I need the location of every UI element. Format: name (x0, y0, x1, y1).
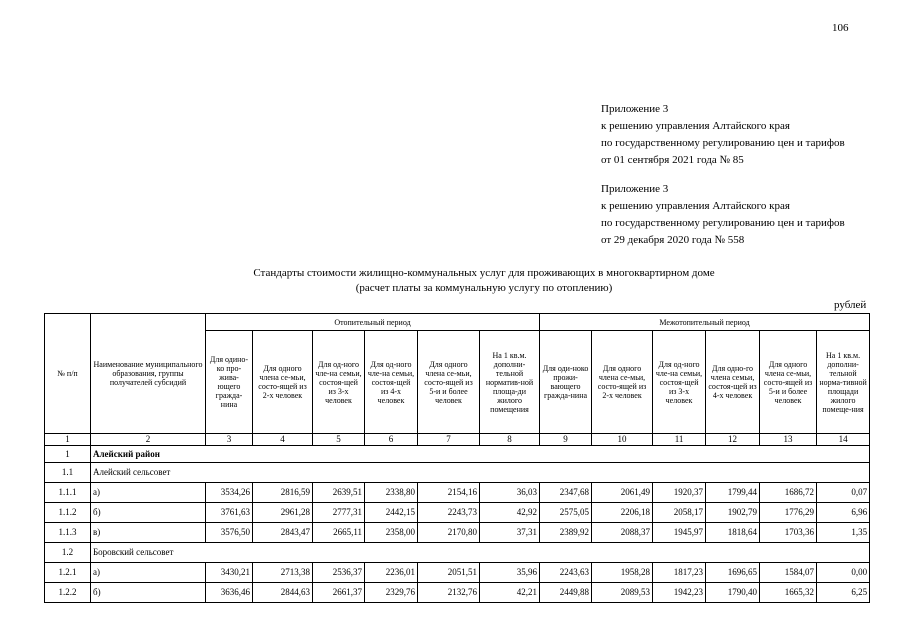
tariff-value: 1,35 (817, 523, 870, 543)
tariff-value: 1790,40 (706, 583, 760, 603)
tariff-value: 2051,51 (418, 563, 480, 583)
group-name: в) (91, 523, 206, 543)
appendix-line: от 29 декабря 2020 года № 558 (601, 234, 745, 246)
row-index: 1.2 (45, 543, 91, 563)
tariff-value: 42,21 (480, 583, 540, 603)
row-index: 1 (45, 446, 91, 463)
tariff-value: 2575,05 (540, 503, 592, 523)
tariff-value: 36,03 (480, 483, 540, 503)
tariff-value: 1703,36 (760, 523, 817, 543)
tariff-value: 2206,18 (592, 503, 653, 523)
column-number: 12 (706, 434, 760, 446)
tariff-value: 1584,07 (760, 563, 817, 583)
document-title (0, 266, 904, 296)
tariff-value: 1686,72 (760, 483, 817, 503)
tariff-value: 2665,11 (313, 523, 365, 543)
appendix-note-current (601, 101, 845, 169)
tariff-value: 3576,50 (206, 523, 253, 543)
header-heating-period: Отопительный период (206, 314, 540, 331)
column-number: 2 (91, 434, 206, 446)
tariff-value: 2536,37 (313, 563, 365, 583)
appendix-line: Приложение 3 (601, 183, 669, 195)
group-name: а) (91, 483, 206, 503)
tariff-value: 2347,68 (540, 483, 592, 503)
header-name: Наименование муниципального образования, группы получателей субсидий (91, 314, 206, 434)
row-index: 1.2.2 (45, 583, 91, 603)
tariff-value: 2243,73 (418, 503, 480, 523)
appendix-line: от 01 сентября 2021 года № 85 (601, 154, 744, 166)
row-index: 1.1.3 (45, 523, 91, 543)
tariff-value: 2088,37 (592, 523, 653, 543)
tariff-value: 42,92 (480, 503, 540, 523)
header-non-heating-period: Межотопительный период (540, 314, 870, 331)
column-number: 10 (592, 434, 653, 446)
header-heating-col: На 1 кв.м. дополни-тельной норматив-ной площа-ди жилого помещения (480, 331, 540, 434)
unit-label: рублей (834, 299, 867, 311)
tariff-value: 0,00 (817, 563, 870, 583)
column-number: 8 (480, 434, 540, 446)
tariff-value: 2449,88 (540, 583, 592, 603)
tariff-value: 2844,63 (253, 583, 313, 603)
tariff-value: 2713,38 (253, 563, 313, 583)
tariff-value: 2661,37 (313, 583, 365, 603)
tariff-value: 37,31 (480, 523, 540, 543)
header-heating-col: Для одного члена се-мьи, состо-ящей из 2-х человек (253, 331, 313, 434)
table-row (45, 563, 870, 583)
tariff-value: 1696,65 (706, 563, 760, 583)
row-index: 1.1 (45, 463, 91, 483)
column-number: 4 (253, 434, 313, 446)
header-non-heating-col: Для од-ного чле-на семьи, состоя-щей из 3-х человек (653, 331, 706, 434)
tariff-value: 6,25 (817, 583, 870, 603)
group-name: б) (91, 503, 206, 523)
tariff-value: 2816,59 (253, 483, 313, 503)
tariff-value: 1902,79 (706, 503, 760, 523)
tariff-value: 1776,29 (760, 503, 817, 523)
row-index: 1.1.1 (45, 483, 91, 503)
tariff-table (44, 313, 870, 603)
column-number: 1 (45, 434, 91, 446)
document-title-line: Стандарты стоимости жилищно-коммунальных услуг для проживающих в многоквартирном доме (253, 267, 715, 279)
column-number: 6 (365, 434, 418, 446)
header-heating-col: Для од-ного чле-на семьи, состоя-щей из 3-х человек (313, 331, 365, 434)
column-number: 5 (313, 434, 365, 446)
header-non-heating-col: Для одного члена се-мьи, состо-ящей из 2-х человек (592, 331, 653, 434)
tariff-value: 1818,64 (706, 523, 760, 543)
tariff-value: 1958,28 (592, 563, 653, 583)
tariff-value: 6,96 (817, 503, 870, 523)
header-np: № п/п (45, 314, 91, 434)
appendix-line: по государственному регулированию цен и тарифов (601, 137, 845, 149)
row-index: 1.1.2 (45, 503, 91, 523)
column-number: 9 (540, 434, 592, 446)
tariff-value: 2329,76 (365, 583, 418, 603)
tariff-value: 1920,37 (653, 483, 706, 503)
header-non-heating-col: Для одно-го члена семьи, состоя-щей из 4-х человек (706, 331, 760, 434)
table-row (45, 503, 870, 523)
tariff-value: 2639,51 (313, 483, 365, 503)
document-subtitle-line: (расчет платы за коммунальную услугу по отоплению) (355, 282, 613, 294)
district-row (45, 446, 870, 463)
tariff-value: 2961,28 (253, 503, 313, 523)
table-row (45, 583, 870, 603)
column-number: 3 (206, 434, 253, 446)
tariff-value: 0,07 (817, 483, 870, 503)
settlement-name: Боровский сельсовет (91, 543, 870, 563)
appendix-line: по государственному регулированию цен и тарифов (601, 217, 845, 229)
tariff-value: 2170,80 (418, 523, 480, 543)
table-row (45, 483, 870, 503)
header-non-heating-col: Для одного члена се-мьи, состо-ящей из 5-и и более человек (760, 331, 817, 434)
tariff-value: 1799,44 (706, 483, 760, 503)
header-heating-col: Для одино-ко про-жива-ющего гражда-нина (206, 331, 253, 434)
tariff-value: 2132,76 (418, 583, 480, 603)
column-number: 14 (817, 434, 870, 446)
tariff-value: 2843,47 (253, 523, 313, 543)
tariff-value: 35,96 (480, 563, 540, 583)
settlement-name: Алейский сельсовет (91, 463, 870, 483)
group-name: б) (91, 583, 206, 603)
district-name: Алейский район (91, 446, 870, 463)
tariff-value: 2358,00 (365, 523, 418, 543)
appendix-line: к решению управления Алтайского края (601, 200, 790, 212)
header-heating-col: Для одного члена се-мьи, состо-ящей из 5-и и более человек (418, 331, 480, 434)
tariff-value: 2338,80 (365, 483, 418, 503)
tariff-value: 1945,97 (653, 523, 706, 543)
tariff-value: 2243,63 (540, 563, 592, 583)
tariff-value: 2442,15 (365, 503, 418, 523)
table-row (45, 523, 870, 543)
tariff-value: 3636,46 (206, 583, 253, 603)
appendix-note-previous (601, 181, 845, 249)
row-index: 1.2.1 (45, 563, 91, 583)
settlement-row (45, 543, 870, 563)
tariff-value: 2236,01 (365, 563, 418, 583)
page-number: 106 (832, 22, 849, 34)
tariff-value: 1942,23 (653, 583, 706, 603)
tariff-value: 1665,32 (760, 583, 817, 603)
tariff-value: 2089,53 (592, 583, 653, 603)
tariff-value: 2061,49 (592, 483, 653, 503)
column-number: 7 (418, 434, 480, 446)
settlement-row (45, 463, 870, 483)
header-non-heating-col: На 1 кв.м. дополни-тельной норма-тивной площади жилого помеще-ния (817, 331, 870, 434)
header-non-heating-col: Для оди-ноко прожи-вающего гражда-нина (540, 331, 592, 434)
tariff-value: 2389,92 (540, 523, 592, 543)
tariff-value: 2154,16 (418, 483, 480, 503)
appendix-line: Приложение 3 (601, 103, 669, 115)
column-number: 11 (653, 434, 706, 446)
tariff-value: 2058,17 (653, 503, 706, 523)
tariff-value: 3534,26 (206, 483, 253, 503)
tariff-value: 3761,63 (206, 503, 253, 523)
tariff-value: 1817,23 (653, 563, 706, 583)
appendix-line: к решению управления Алтайского края (601, 120, 790, 132)
column-number: 13 (760, 434, 817, 446)
tariff-value: 2777,31 (313, 503, 365, 523)
group-name: а) (91, 563, 206, 583)
tariff-value: 3430,21 (206, 563, 253, 583)
header-heating-col: Для од-ного чле-на семьи, состоя-щей из 4-х человек (365, 331, 418, 434)
